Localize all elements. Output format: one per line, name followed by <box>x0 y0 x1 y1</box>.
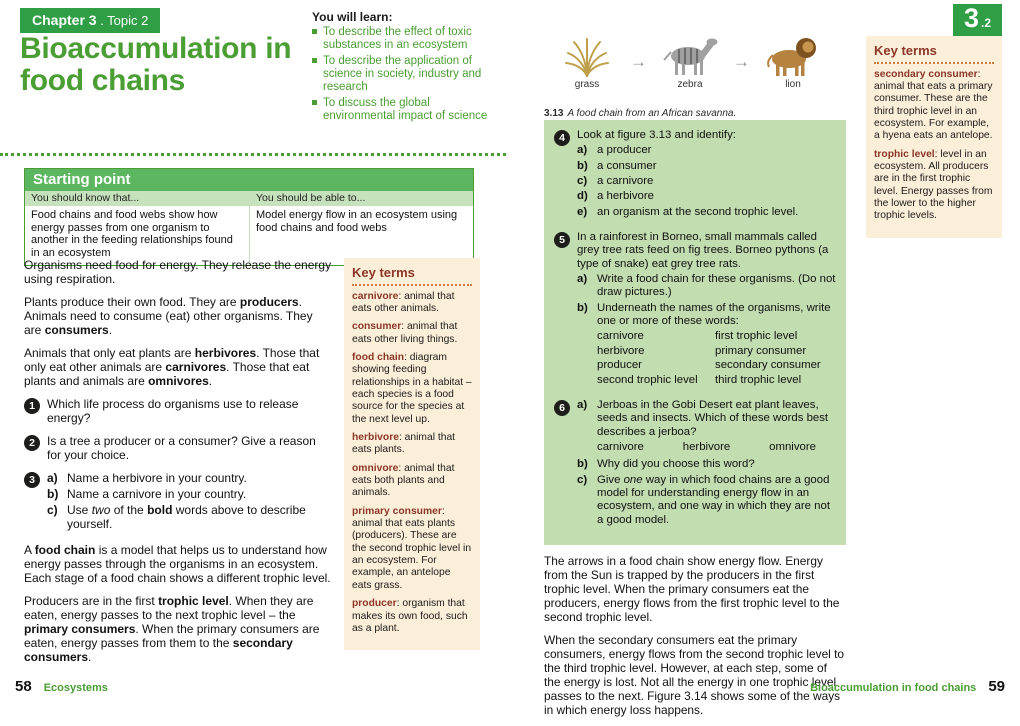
question-part <box>47 471 332 485</box>
topic-badge-chapter: 3 <box>963 3 979 33</box>
figure-caption-text: A food chain from an African savanna. <box>567 108 737 119</box>
key-term: trophic level: level in an ecosystem. All producers are in the first trophic level. Energy passes from the lower to the higher trophic levels. <box>874 148 993 222</box>
question-part <box>577 474 836 527</box>
you-will-learn <box>312 10 490 126</box>
question-2 <box>24 434 332 462</box>
key-term: herbivore: animal that eats plants. <box>352 432 456 456</box>
word-choice: carnivore <box>597 440 644 453</box>
grass-image <box>548 36 626 90</box>
key-terms-heading: Key terms <box>874 43 994 64</box>
part-text: Why did you choose this word? <box>597 458 755 471</box>
question-5 <box>554 231 836 389</box>
part-label: c) <box>47 503 58 518</box>
page-number: 58 <box>15 678 32 695</box>
body-paragraph: The arrows in a food chain show energy flow. Energy from the Sun is trapped by the producers in the first trophic level. When the primary consumers eat the producers, energy flows from the first trophic level to the second trophic level. <box>544 553 840 625</box>
question-intro: In a rainforest in Borneo, small mammals called grey tree rats feed on fig trees. Borneo pythons (a type of snake) eat grey tree rats. <box>577 231 829 270</box>
figure-label: grass <box>574 79 600 90</box>
part-text: a carnivore <box>597 175 654 188</box>
question-3 <box>24 471 332 533</box>
starting-point-table <box>25 191 473 265</box>
key-term: consumer: animal that eats other living things. <box>352 321 458 345</box>
question-number-badge: 3 <box>24 472 40 488</box>
key-term: primary consumer: animal that eats plants (producers). These are the second trophic level in an ecosystem. For example, an antelope eats grass. <box>352 505 472 591</box>
question-text: Which life process do organisms use to release energy? <box>47 397 299 426</box>
part-text: a herbivore <box>597 190 654 203</box>
part-text: a producer <box>597 144 652 157</box>
part-label: b) <box>577 458 588 471</box>
left-page-columns <box>24 258 480 673</box>
right-footer <box>510 678 1020 695</box>
question-number-badge: 4 <box>554 130 570 146</box>
you-will-learn-heading: You will learn: <box>312 10 393 24</box>
question-4 <box>554 129 836 221</box>
page-number: 59 <box>988 678 1005 695</box>
arrow-icon: → <box>630 52 647 71</box>
part-text: a consumer <box>597 159 657 172</box>
part-label: e) <box>577 205 588 218</box>
question-part <box>47 503 332 531</box>
question-part <box>577 273 836 300</box>
column-header: You should know that... <box>25 191 249 206</box>
part-text: Give one way in which food chains are a good model for understanding energy flow in an ecosystem, and one way in which they are not a good model. <box>597 473 831 526</box>
figure-caption <box>544 108 736 119</box>
word-option: second trophic level <box>597 373 698 386</box>
part-label: c) <box>577 473 588 486</box>
zebra-icon <box>658 34 722 78</box>
page-title: Bioaccumulation in food chains <box>20 32 292 98</box>
arrow-icon: → <box>733 52 750 71</box>
page-58 <box>0 0 510 704</box>
starting-point-title: Starting point <box>25 169 473 191</box>
question-part <box>577 160 836 173</box>
question-part <box>577 302 836 329</box>
word-option: primary consumer <box>715 344 807 357</box>
figure-label: zebra <box>677 79 703 90</box>
you-will-learn-list <box>312 26 490 123</box>
table-cell: Food chains and food webs show how energy passes from one organism to another in the feeding relationships found in an ecosystem <box>25 206 249 265</box>
body-paragraph: When the secondary consumers eat the primary consumers, energy flows from the second trophic level to the third trophic level. However, at each step, some of the energy is lost. Not all the energy in one trophic level passes to the next. Figure 3.14 shows some of the ways in which energy loss happens. <box>544 633 845 718</box>
question-part <box>577 206 836 219</box>
question-number-badge: 1 <box>24 398 40 414</box>
word-options-table <box>597 330 836 386</box>
key-term: omnivore: animal that eats both plants and animals. <box>352 462 455 499</box>
question-parts <box>47 471 332 533</box>
word-option: producer <box>597 359 642 372</box>
question-part <box>577 175 836 188</box>
key-term: secondary consumer: animal that eats a primary consumer. These are the third trophic level in an ecosystem. For example, a hyena eats an antelope. <box>874 68 993 142</box>
body-paragraph: Plants produce their own food. They are producers. Animals need to consume (eat) other organisms. They are consumers. <box>24 295 313 338</box>
part-label: a) <box>577 273 588 286</box>
main-text-column <box>24 258 332 673</box>
word-option: secondary consumer <box>715 359 821 372</box>
part-label: c) <box>577 175 588 188</box>
column-header: You should be able to... <box>249 191 473 206</box>
question-part <box>577 399 836 439</box>
question-6 <box>554 399 836 529</box>
key-term: food chain: diagram showing feeding relationships in a habitat – each species is a food source for the species at the next level up. <box>352 351 472 425</box>
word-choices-row <box>597 441 816 454</box>
word-choice: omnivore <box>769 440 816 453</box>
key-term: carnivore: animal that eats other animals. <box>352 290 455 314</box>
question-part <box>577 458 836 471</box>
table-cell: Model energy flow in an ecosystem using food chains and food webs <box>249 206 473 265</box>
footer-section-label: Bioaccumulation in food chains <box>810 682 977 694</box>
part-label: a) <box>577 398 588 411</box>
question-part <box>577 190 836 203</box>
body-paragraph: Producers are in the first trophic level. When they are eaten, energy passes to the next trophic level – the primary consumers. When the primary consumers are eaten, energy passes from them to the secondary consumers. <box>24 593 320 664</box>
grass-icon <box>560 36 614 78</box>
starting-point-box <box>24 168 474 266</box>
dotted-separator <box>0 153 506 156</box>
part-label: b) <box>577 159 588 172</box>
part-text: Underneath the names of the organisms, write one or more of these words: <box>597 301 831 328</box>
part-label: a) <box>47 471 58 486</box>
key-term: producer: organism that makes its own food, such as a plant. <box>352 598 468 634</box>
food-chain-figure <box>538 34 842 90</box>
figure-label: lion <box>785 79 801 90</box>
part-text: Write a food chain for these organisms. (Do not draw pictures.) <box>597 273 836 299</box>
lion-icon <box>761 34 825 78</box>
part-text: Name a carnivore in your country. <box>67 487 247 502</box>
footer-section-label: Ecosystems <box>43 682 108 694</box>
chapter-badge: Chapter 3 . Topic 2 <box>20 8 160 33</box>
part-label: b) <box>577 301 588 314</box>
lion-image <box>754 34 832 90</box>
key-terms-box <box>344 258 480 650</box>
part-label: d) <box>577 190 588 203</box>
body-paragraph: A food chain is a model that helps us to understand how energy passes through the organisms in an ecosystem. Each stage of a food chain shows a different trophic level. <box>24 542 331 585</box>
question-part <box>47 487 332 501</box>
part-text: an organism at the second trophic level. <box>597 205 799 218</box>
right-main-column <box>544 120 846 726</box>
figure-number: 3.13 <box>544 108 564 119</box>
question-part <box>577 144 836 157</box>
questions-box <box>544 120 846 545</box>
key-terms-heading: Key terms <box>352 265 472 286</box>
learn-item: To discuss the global environmental impact of science <box>312 97 490 123</box>
left-footer <box>0 678 510 695</box>
topic-badge <box>953 4 1002 37</box>
part-text: Jerboas in the Gobi Desert eat plant leaves, seeds and insects. Which of these words best describes a jerboa? <box>597 398 829 438</box>
part-text: Use two of the bold words above to describe yourself. <box>67 503 306 532</box>
word-option: carnivore <box>597 330 644 343</box>
learn-item: To describe the application of science in society, industry and research <box>312 55 490 94</box>
zebra-image <box>651 34 729 90</box>
question-1 <box>24 397 332 425</box>
body-paragraph: Animals that only eat plants are herbivores. Those that only eat other animals are carnivores. Those that eat plants and animals are omnivores. <box>24 346 320 389</box>
question-number-badge: 6 <box>554 400 570 416</box>
question-text: Is a tree a producer or a consumer? Give a reason for your choice. <box>47 434 316 463</box>
learn-item: To describe the effect of toxic substances in an ecosystem <box>312 26 490 52</box>
question-number-badge: 5 <box>554 232 570 248</box>
part-label: a) <box>577 144 588 157</box>
topic-badge-topic: .2 <box>980 16 991 30</box>
word-option: first trophic level <box>715 330 798 343</box>
body-paragraph: Organisms need food for energy. They release the energy using respiration. <box>24 258 332 287</box>
key-terms-box <box>866 36 1002 238</box>
page-59 <box>510 0 1020 718</box>
word-option: herbivore <box>597 344 645 357</box>
question-number-badge: 2 <box>24 435 40 451</box>
question-intro: Look at figure 3.13 and identify: <box>577 129 736 141</box>
word-option: third trophic level <box>715 373 802 386</box>
part-label: b) <box>47 487 59 502</box>
part-text: Name a herbivore in your country. <box>67 471 247 486</box>
word-choice: herbivore <box>682 440 731 453</box>
